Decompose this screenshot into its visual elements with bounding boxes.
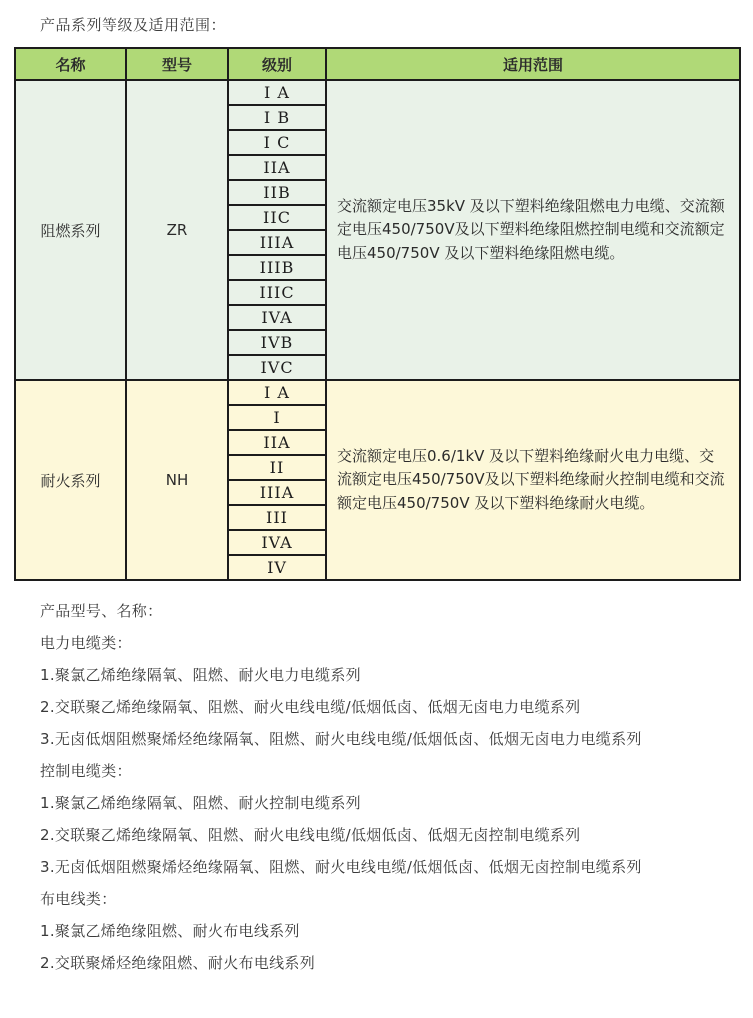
- grade-cell: IVA: [228, 530, 326, 555]
- grade-cell: III: [228, 505, 326, 530]
- series-model-cell: NH: [126, 380, 228, 580]
- grade-cell: IIA: [228, 430, 326, 455]
- grade-cell: IIIC: [228, 280, 326, 305]
- grade-cell: I: [228, 405, 326, 430]
- table-body: [15, 80, 740, 580]
- grade-cell: IIIB: [228, 255, 326, 280]
- grade-cell: I A: [228, 380, 326, 405]
- grade-cell: IVA: [228, 305, 326, 330]
- grade-cell: IIB: [228, 180, 326, 205]
- series-name-cell: 耐火系列: [15, 380, 126, 580]
- header-grade: 级别: [228, 48, 326, 80]
- series-name-cell: 阻燃系列: [15, 80, 126, 380]
- grade-cell: IIIA: [228, 480, 326, 505]
- product-notes: [40, 601, 739, 974]
- note-line: 产品型号、名称：: [40, 602, 163, 620]
- table-header-row: [15, 48, 740, 80]
- note-line: 1.聚氯乙烯绝缘隔氧、阻燃、耐火控制电缆系列: [40, 794, 361, 812]
- header-model: 型号: [126, 48, 228, 80]
- grade-cell: IIC: [228, 205, 326, 230]
- note-line: 3.无卤低烟阻燃聚烯烃绝缘隔氧、阻燃、耐火电线电缆/低烟低卤、低烟无卤控制电缆系列: [40, 858, 642, 876]
- table-row: [15, 80, 740, 105]
- note-line: 2.交联聚乙烯绝缘隔氧、阻燃、耐火电线电缆/低烟低卤、低烟无卤电力电缆系列: [40, 698, 581, 716]
- note-line: 2.交联聚乙烯绝缘隔氧、阻燃、耐火电线电缆/低烟低卤、低烟无卤控制电缆系列: [40, 826, 581, 844]
- grade-cell: IVC: [228, 355, 326, 380]
- table-row: [15, 380, 740, 405]
- note-line: 2.交联聚烯烃绝缘阻燃、耐火布电线系列: [40, 954, 316, 972]
- grade-cell: IVB: [228, 330, 326, 355]
- grade-cell: IIIA: [228, 230, 326, 255]
- note-line: 布电线类：: [40, 890, 117, 908]
- grade-cell: I B: [228, 105, 326, 130]
- page-title: 产品系列等级及适用范围：: [40, 16, 227, 34]
- note-line: 3.无卤低烟阻燃聚烯烃绝缘隔氧、阻燃、耐火电线电缆/低烟低卤、低烟无卤电力电缆系列: [40, 730, 642, 748]
- series-model-cell: ZR: [126, 80, 228, 380]
- grade-cell: II: [228, 455, 326, 480]
- grade-cell: IIA: [228, 155, 326, 180]
- scope-cell: 交流额定电压0.6/1kV 及以下塑料绝缘耐火电力电缆、交流额定电压450/750V及以下塑料绝缘耐火控制电缆和交流额定电压450/750V 及以下塑料绝缘耐火电缆。: [326, 380, 740, 580]
- grade-cell: I A: [228, 80, 326, 105]
- note-line: 1.聚氯乙烯绝缘阻燃、耐火布电线系列: [40, 922, 300, 940]
- note-line: 控制电缆类：: [40, 762, 132, 780]
- product-series-table: [14, 47, 741, 581]
- header-scope: 适用范围: [326, 48, 740, 80]
- grade-cell: I C: [228, 130, 326, 155]
- note-line: 1.聚氯乙烯绝缘隔氧、阻燃、耐火电力电缆系列: [40, 666, 361, 684]
- scope-cell: 交流额定电压35kV 及以下塑料绝缘阻燃电力电缆、交流额定电压450/750V及以下塑料绝缘阻燃控制电缆和交流额定电压450/750V 及以下塑料绝缘阻燃电缆。: [326, 80, 740, 380]
- note-line: 电力电缆类：: [40, 634, 132, 652]
- header-name: 名称: [15, 48, 126, 80]
- grade-cell: IV: [228, 555, 326, 580]
